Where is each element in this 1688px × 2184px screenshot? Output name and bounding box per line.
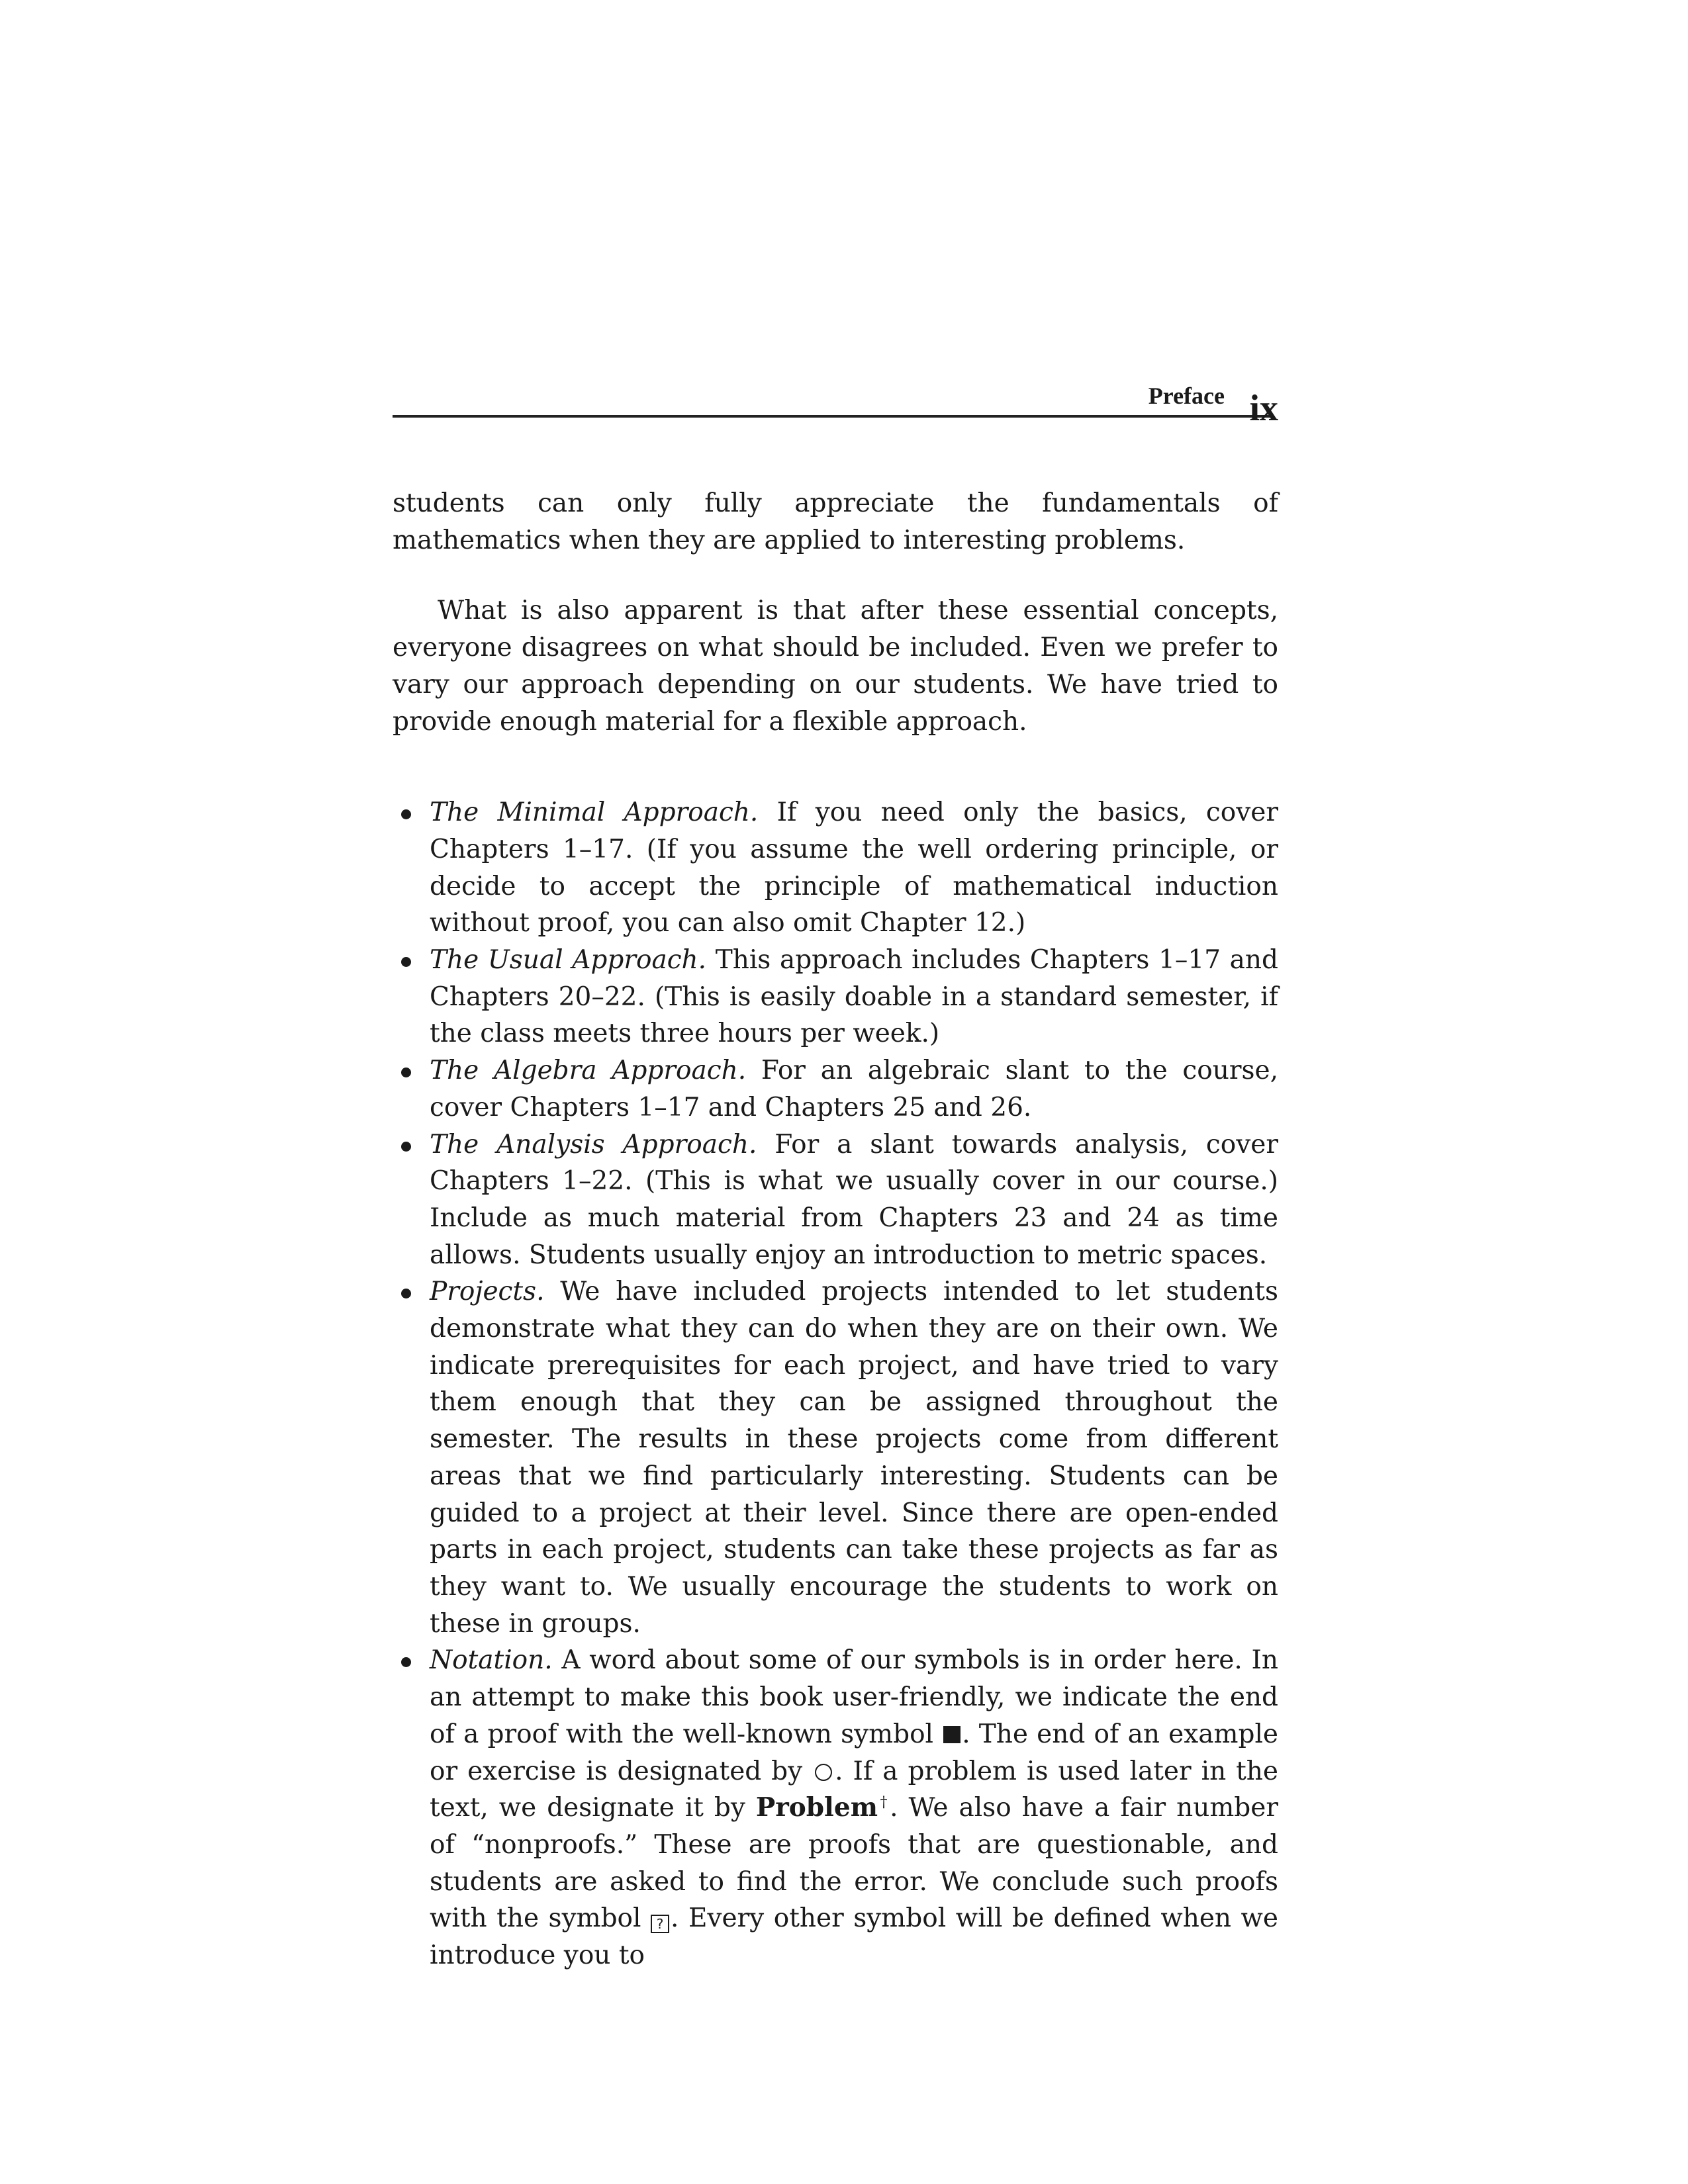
end-of-example-icon [815, 1764, 832, 1781]
nonproof-icon: ? [651, 1915, 669, 1933]
list-item-label: The Analysis Approach. [430, 1129, 757, 1160]
list-item-label: The Minimal Approach. [430, 797, 759, 828]
list-item [393, 794, 1278, 942]
list-item [393, 942, 1278, 1052]
section-title: Preface [1148, 383, 1225, 409]
list-item [393, 1052, 1278, 1126]
approach-list [393, 794, 1278, 1974]
notation-text: . Every other symbol will be defined when we introduce you to [430, 1903, 1279, 1971]
notation-text: . We also have a fair number of “nonproofs.” These are proofs that are questionable, and students are asked to find the error. We conclude such proofs with the symbol [430, 1793, 1278, 1934]
list-item-notation [393, 1642, 1278, 1974]
running-header [393, 374, 1278, 429]
list-item-label: The Usual Approach. [430, 945, 707, 976]
page-body [393, 485, 1278, 1974]
end-of-proof-icon [943, 1726, 961, 1743]
list-item-text: For a slant towards analysis, cover Chapters 1–22. (This is what we usually cover in our course.) Include as much material from Chapters 23 and 24 as time allows. Students usually enjoy an introduction to metric spaces. [430, 1129, 1279, 1270]
problem-word: Problem [755, 1792, 878, 1823]
notation-text: A word about some of our symbols is in order here. In an attempt to make this book user-friendly, we indicate the end of a proof with the well-known symbol [430, 1645, 1278, 1749]
list-item-label: The Algebra Approach. [430, 1056, 747, 1086]
list-item [393, 1126, 1278, 1274]
list-item-text: For an algebraic slant to the course, cover Chapters 1–17 and Chapters 25 and 26. [430, 1056, 1278, 1122]
list-item-text: This approach includes Chapters 1–17 and Chapters 20–22. (This is easily doable in a standard semester, if the class meets three hours per week.) [430, 945, 1278, 1049]
list-item [393, 1273, 1278, 1642]
notation-text: . If a problem is used later in the text, we designate it by [430, 1756, 1278, 1823]
list-item-label: Notation. [430, 1645, 553, 1676]
list-item-text: If you need only the basics, cover Chapters 1–17. (If you assume the well ordering principle, or decide to accept the principle of mathematical induction without proof, you can also omit Chapter 12.) [430, 797, 1278, 938]
paragraph: students can only fully appreciate the fundamentals of mathematics when they are applied to interesting problems. [393, 488, 1278, 555]
list-item-label: Projects. [430, 1277, 545, 1307]
paragraph: What is also apparent is that after these essential concepts, everyone disagrees on what should be included. Even we prefer to vary our approach depending on our students. We have tried to provide enough material for a flexible approach. [393, 596, 1278, 737]
list-item-text: We have included projects intended to let students demonstrate what they can do when they are on their own. We indicate prerequisites for each project, and have tried to vary them enough that they can be assigned throughout the semester. The results in these projects come from different areas that we find particularly interesting. Students can be guided to a project at their level. Since there are open-ended parts in each project, students can take these projects as far as they want to. We usually encourage the students to work on these in groups. [430, 1277, 1278, 1639]
page-number: ix [1249, 388, 1278, 429]
notation-text: . The end of an example or exercise is designated by [430, 1719, 1278, 1786]
problem-mark: † [877, 1794, 890, 1811]
